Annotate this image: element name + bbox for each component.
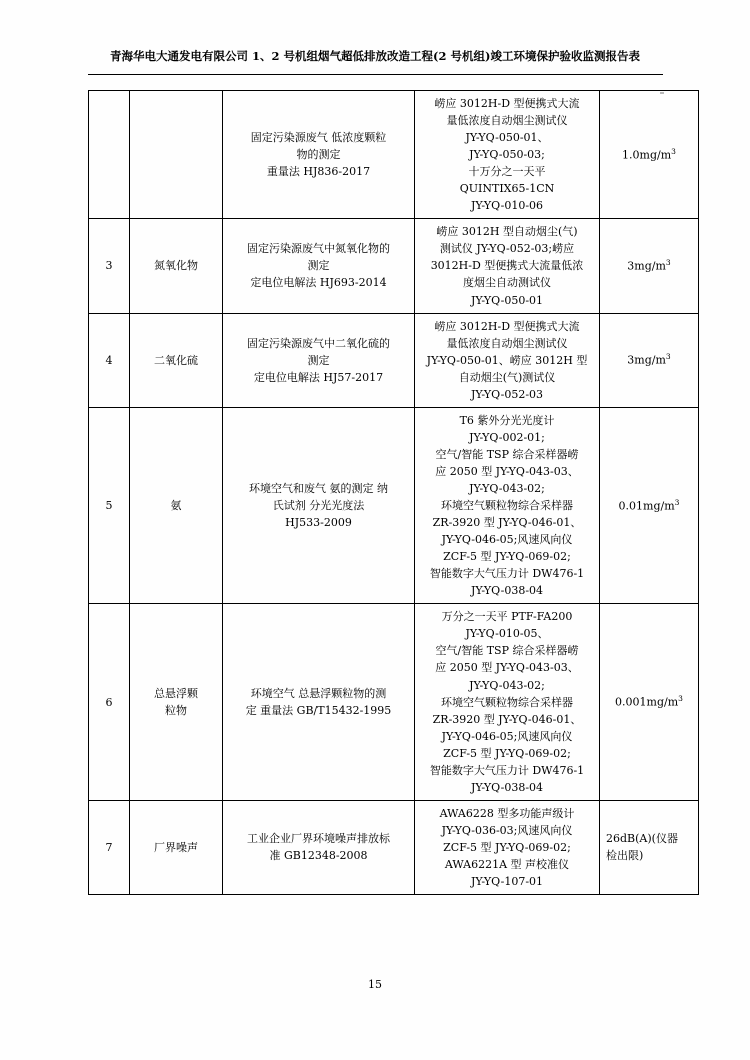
cell-method: 环境空气和废气 氨的测定 纳 氏试剂 分光光度法 HJ533-2009 bbox=[223, 407, 415, 604]
cell-item: 厂界噪声 bbox=[130, 800, 223, 894]
cell-item: 氨 bbox=[130, 407, 223, 604]
cell-instrument: 崂应 3012H-D 型便携式大流 量低浓度自动烟尘测试仪 JY-YQ-050-01、崂应 3012H 型 自动烟尘(气)测试仪 JY-YQ-052-03 bbox=[415, 313, 600, 407]
cell-no: 4 bbox=[89, 313, 130, 407]
cell-detection-limit: $0.001mg/m^3$ bbox=[600, 604, 699, 801]
cell-no: 5 bbox=[89, 407, 130, 604]
cell-item: 二氧化硫 bbox=[130, 313, 223, 407]
cell-detection-limit: $3mg/m^3$ bbox=[600, 313, 699, 407]
cell-method: 固定污染源废气 低浓度颗粒 物的测定 重量法 HJ836-2017 bbox=[223, 91, 415, 219]
table-row bbox=[89, 219, 699, 313]
cell-item: 总悬浮颗 粒物 bbox=[130, 604, 223, 801]
header-divider bbox=[88, 74, 663, 75]
table-row bbox=[89, 604, 699, 801]
cell-no: 6 bbox=[89, 604, 130, 801]
cell-instrument: AWA6228 型多功能声级计 JY-YQ-036-03;风速风向仪 ZCF-5 型 JY-YQ-069-02; AWA6221A 型 声校准仪 JY-YQ-107-01 bbox=[415, 800, 600, 894]
cell-instrument: 崂应 3012H 型自动烟尘(气) 测试仪 JY-YQ-052-03;崂应 3012H-D 型便携式大流量低浓 度烟尘自动测试仪 JY-YQ-050-01 bbox=[415, 219, 600, 313]
cell-detection-limit: $1.0mg/m^3$ bbox=[600, 91, 699, 219]
table-row bbox=[89, 313, 699, 407]
cell-instrument: T6 紫外分光光度计 JY-YQ-002-01; 空气/智能 TSP 综合采样器崂 应 2050 型 JY-YQ-043-03、 JY-YQ-043-02; 环境空气颗粒物综合采样器 ZR-3920 型 JY-YQ-046-01、 JY-YQ-046-05;风速风向仪 ZCF-5 型 JY-YQ-069-02; 智能数字大气压力计 DW476-1 JY-YQ-038-04 bbox=[415, 407, 600, 604]
cell-detection-limit: $0.01mg/m^3$ bbox=[600, 407, 699, 604]
cell-method: 固定污染源废气中氮氧化物的 测定 定电位电解法 HJ693-2014 bbox=[223, 219, 415, 313]
table-row bbox=[89, 407, 699, 604]
cell-method: 环境空气 总悬浮颗粒物的测 定 重量法 GB/T15432-1995 bbox=[223, 604, 415, 801]
cell-instrument: 崂应 3012H-D 型便携式大流 量低浓度自动烟尘测试仪 JY-YQ-050-01、 JY-YQ-050-03; 十万分之一天平 QUINTIX65-1CN JY-YQ-010-06 bbox=[415, 91, 600, 219]
cell-no: 3 bbox=[89, 219, 130, 313]
cell-method: 工业企业厂界环境噪声排放标 准 GB12348-2008 bbox=[223, 800, 415, 894]
cell-method: 固定污染源废气中二氧化硫的 测定 定电位电解法 HJ57-2017 bbox=[223, 313, 415, 407]
table-body bbox=[89, 91, 699, 895]
page-header-title: 青海华电大通发电有限公司 1、2 号机组烟气超低排放改造工程(2 号机组)竣工环境保护验收监测报告表 bbox=[110, 49, 640, 63]
cell-detection-limit: 26dB(A)(仪器 检出限) bbox=[600, 800, 699, 894]
cell-no: 7 bbox=[89, 800, 130, 894]
cell-no bbox=[89, 91, 130, 219]
cell-item: 氮氧化物 bbox=[130, 219, 223, 313]
table-row bbox=[89, 91, 699, 219]
cell-detection-limit: $3mg/m^3$ bbox=[600, 219, 699, 313]
page-number: 15 bbox=[368, 978, 382, 991]
monitoring-items-table bbox=[88, 90, 699, 895]
cell-item bbox=[130, 91, 223, 219]
cell-instrument: 万分之一天平 PTF-FA200 JY-YQ-010-05、 空气/智能 TSP 综合采样器崂 应 2050 型 JY-YQ-043-03、 JY-YQ-043-02; 环境空气颗粒物综合采样器 ZR-3920 型 JY-YQ-046-01、 JY-YQ-046-05;风速风向仪 ZCF-5 型 JY-YQ-069-02; 智能数字大气压力计 DW476-1 JY-YQ-038-04 bbox=[415, 604, 600, 801]
table-row bbox=[89, 800, 699, 894]
